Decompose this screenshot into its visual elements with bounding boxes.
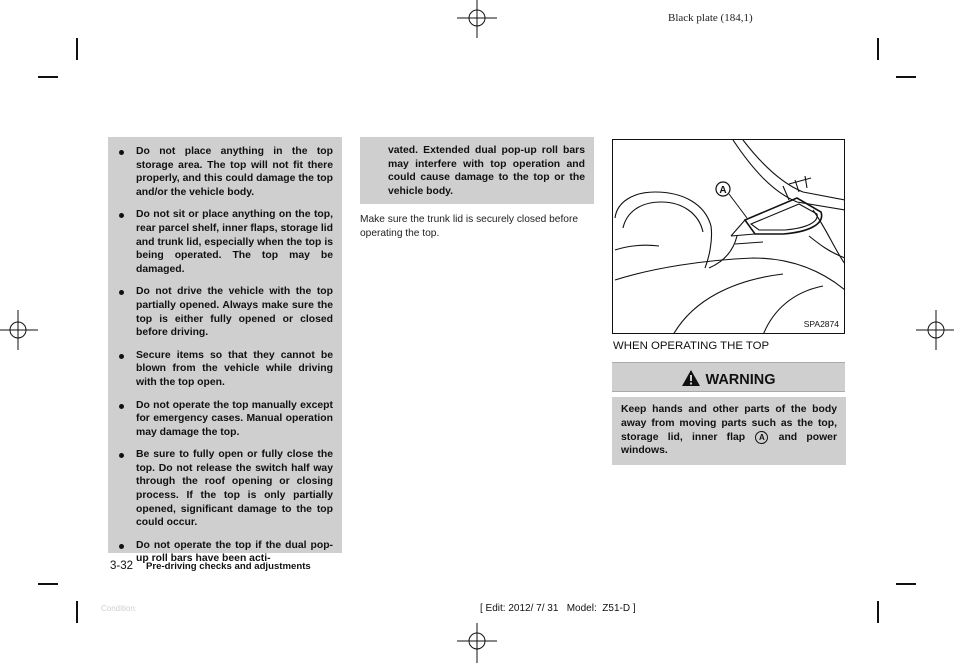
warning-triangle-icon <box>681 369 701 387</box>
crop-mark <box>877 601 879 623</box>
list-item: Secure items so that they cannot be blown from the vehicle while driving with the top open. <box>116 349 333 390</box>
warning-title: WARNING <box>705 372 776 388</box>
footer-section-title: Pre-driving checks and adjustments <box>146 561 311 572</box>
plate-label: Black plate (184,1) <box>668 12 753 24</box>
list-item: Be sure to fully open or fully close the top. Do not release the switch half way through the roof opening or closing process. If the top is only partially opened, significant damage to the top could occur. <box>116 448 333 530</box>
trunk-lid-note: Make sure the trunk lid is securely closed before operating the top. <box>360 214 579 239</box>
caution-list <box>108 137 342 566</box>
registration-mark-icon <box>457 623 497 663</box>
warning-header <box>612 362 845 392</box>
crop-mark <box>896 76 916 78</box>
crop-mark <box>38 583 58 585</box>
registration-mark-icon <box>0 310 40 350</box>
crop-mark <box>896 583 916 585</box>
section-heading: WHEN OPERATING THE TOP <box>613 340 770 352</box>
page-number: 3-32 <box>110 560 134 572</box>
list-item: Do not drive the vehicle with the top partially opened. Always make sure the top is either fully opened or closed before driving. <box>116 285 333 339</box>
crop-mark <box>38 76 58 78</box>
caution-list-box <box>108 137 342 565</box>
condition-label: Condition: <box>101 604 138 613</box>
caution-continued-text: vated. Extended dual pop-up roll bars may interfere with top operation and could cause damage to the top or the vehicle body. <box>388 145 585 197</box>
list-item: Do not place anything in the top storage area. The top will not fit there properly, and this could damage the top and/or the vehicle body. <box>116 145 333 199</box>
list-item: Do not sit or place anything on the top, rear parcel shelf, inner flaps, storage lid and trunk lid, especially when the top is being operated. The top may be damaged. <box>116 208 333 276</box>
registration-mark-icon <box>914 310 954 350</box>
callout-label: A <box>719 185 727 196</box>
figure-code: SPA2874 <box>803 319 839 329</box>
list-item: Do not operate the top if the dual pop-up roll bars have been acti- <box>116 539 333 566</box>
registration-mark-icon <box>457 0 497 40</box>
warning-text-part: and power windows. <box>621 431 837 457</box>
callout-a-icon: A <box>755 431 768 444</box>
crop-mark <box>877 38 879 60</box>
crop-mark <box>76 38 78 60</box>
warning-body <box>612 397 846 465</box>
list-item: Do not operate the top manually except for emergency cases. Manual operation may damage the top. <box>116 399 333 440</box>
caution-continued-box <box>360 137 594 204</box>
edit-info: [ Edit: 2012/ 7/ 31 Model: Z51-D ] <box>480 603 636 614</box>
convertible-top-illustration <box>613 140 845 334</box>
crop-mark <box>76 601 78 623</box>
illustration-figure <box>612 139 845 334</box>
warning-text <box>612 397 846 458</box>
warning-text-part: Keep hands and other parts of the body away from moving parts such as the top, storage lid, inner flap <box>621 404 837 443</box>
